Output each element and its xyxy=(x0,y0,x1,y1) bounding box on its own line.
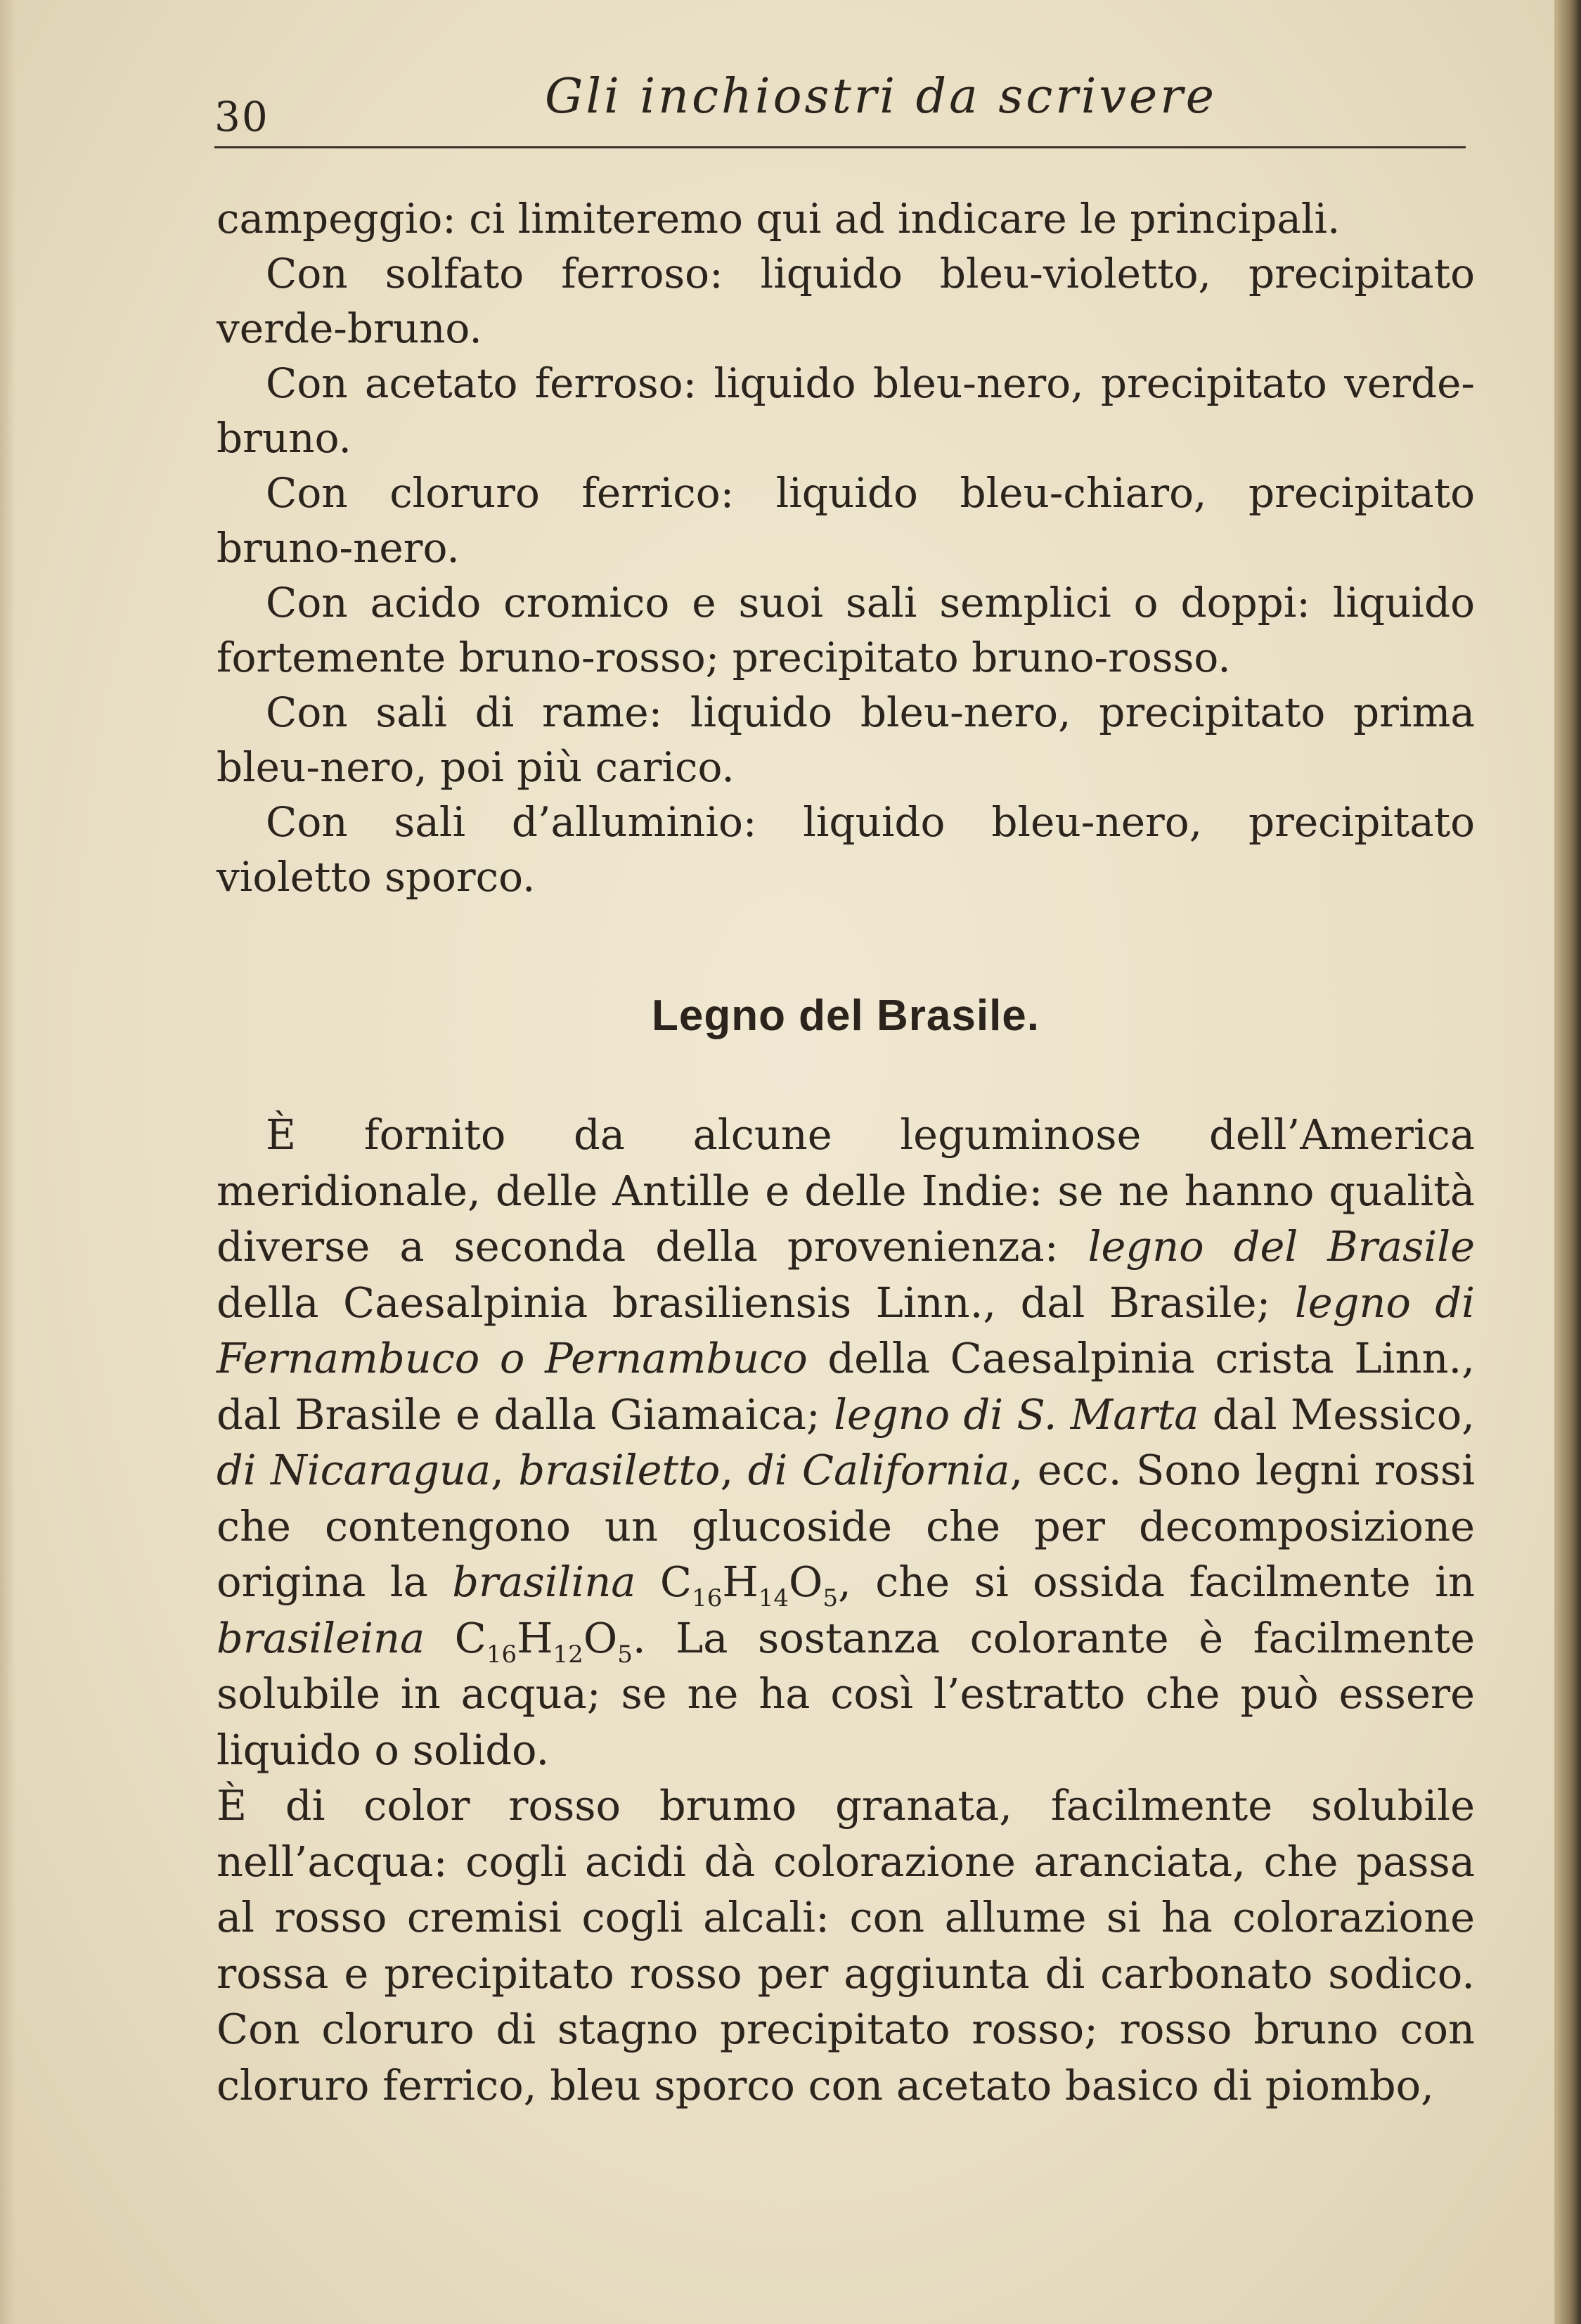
text-run: della Caesalpinia brasiliensis Linn., dal Brasile; xyxy=(217,1278,1295,1327)
page-header xyxy=(214,63,1466,141)
text-run: , ecc. Sono legni rossi che contengono un glucoside che per decomposizione origina la xyxy=(217,1446,1475,1606)
running-title: Gli inchiostri da scrivere xyxy=(545,69,1217,124)
paragraph-continued: campeggio: ci limiteremo qui ad indicare le principali. xyxy=(217,195,1341,243)
paragraph-color: È di color rosso brumo granata, facilmente solubile nell’acqua: cogli acidi dà colorazione aranciata, che passa al rosso cremisi cogli alcali: con allume si ha colorazione rossa e precipitato rosso per aggiunta di carbonato sodico. Con cloruro di stagno precipitato rosso; rosso bruno con cloruro ferrico, bleu sporco con acetato basico di piombo, xyxy=(217,1781,1475,2110)
formula-subscript: 16 xyxy=(486,1640,517,1669)
section-body xyxy=(217,1107,1475,2113)
text-run: . La sostanza colorante è facilmente solubile in acqua; se ne ha così l’estratto che può essere liquido o solido. xyxy=(217,1613,1475,1774)
formula-subscript: 16 xyxy=(692,1584,723,1612)
paragraph-alluminio: Con sali d’alluminio: liquido bleu-nero, precipitato violetto sporco. xyxy=(217,798,1475,901)
italic-term: legno di Fernambuco o Pernambuco xyxy=(217,1278,1476,1382)
italic-term: brasileina xyxy=(217,1613,425,1662)
paragraph-solfato: Con solfato ferroso: liquido bleu-violetto, precipitato verde-bruno. xyxy=(217,250,1475,352)
page-left-edge xyxy=(0,0,15,2324)
page-number: 30 xyxy=(214,93,269,141)
text-run: , xyxy=(720,1446,748,1494)
text-run: È fornito da alcune leguminose dell’America meridionale, delle Antille e delle Indie: se ne hanno qualità diverse a seconda della provenienza: xyxy=(217,1110,1475,1271)
italic-term: di California xyxy=(747,1446,1010,1494)
body-text xyxy=(217,191,1475,2113)
italic-term: brasiletto xyxy=(518,1446,721,1494)
formula-subscript: 5 xyxy=(822,1584,839,1612)
italic-term: legno di S. Marta xyxy=(834,1389,1199,1439)
italic-term: legno del Brasile xyxy=(1088,1222,1475,1271)
italic-term: di Nicaragua xyxy=(217,1446,491,1494)
formula-subscript: 12 xyxy=(553,1640,583,1669)
paragraph-cloruro: Con cloruro ferrico: liquido bleu-chiaro, precipitato bruno-nero. xyxy=(217,469,1475,572)
formula-brasilina xyxy=(659,1558,839,1612)
formula-brasileina xyxy=(454,1613,633,1669)
formula-element: H xyxy=(517,1613,553,1662)
formula-element: C xyxy=(454,1613,486,1662)
formula-element: O xyxy=(789,1558,823,1606)
formula-element: O xyxy=(583,1613,618,1662)
section-title: Legno del Brasile. xyxy=(651,991,1040,1040)
page-binding-edge xyxy=(1554,0,1581,2324)
paragraph-fornito xyxy=(217,1107,1475,1778)
paragraph-acido-cromico: Con acido cromico e suoi sali semplici o doppi: liquido fortemente bruno-rosso; precipitato bruno-rosso. xyxy=(217,579,1475,681)
paragraph-acetato: Con acetato ferroso: liquido bleu-nero, precipitato verde-bruno. xyxy=(217,359,1475,462)
italic-term: brasilina xyxy=(452,1558,636,1606)
text-run: della Caesalpinia crista Linn., dal Brasile e dalla Giamaica; xyxy=(217,1334,1475,1439)
header-rule xyxy=(214,146,1466,148)
text-run: , xyxy=(491,1446,519,1494)
formula-subscript: 5 xyxy=(617,1640,633,1669)
paragraph-sali-rame: Con sali di rame: liquido bleu-nero, precipitato prima bleu-nero, poi più carico. xyxy=(217,688,1475,791)
formula-element: H xyxy=(722,1558,759,1606)
formula-element: C xyxy=(659,1558,692,1606)
text-run: dal Messico, xyxy=(1199,1389,1475,1439)
text-run: , che si ossida facilmente in xyxy=(838,1558,1475,1606)
formula-subscript: 14 xyxy=(758,1584,789,1612)
